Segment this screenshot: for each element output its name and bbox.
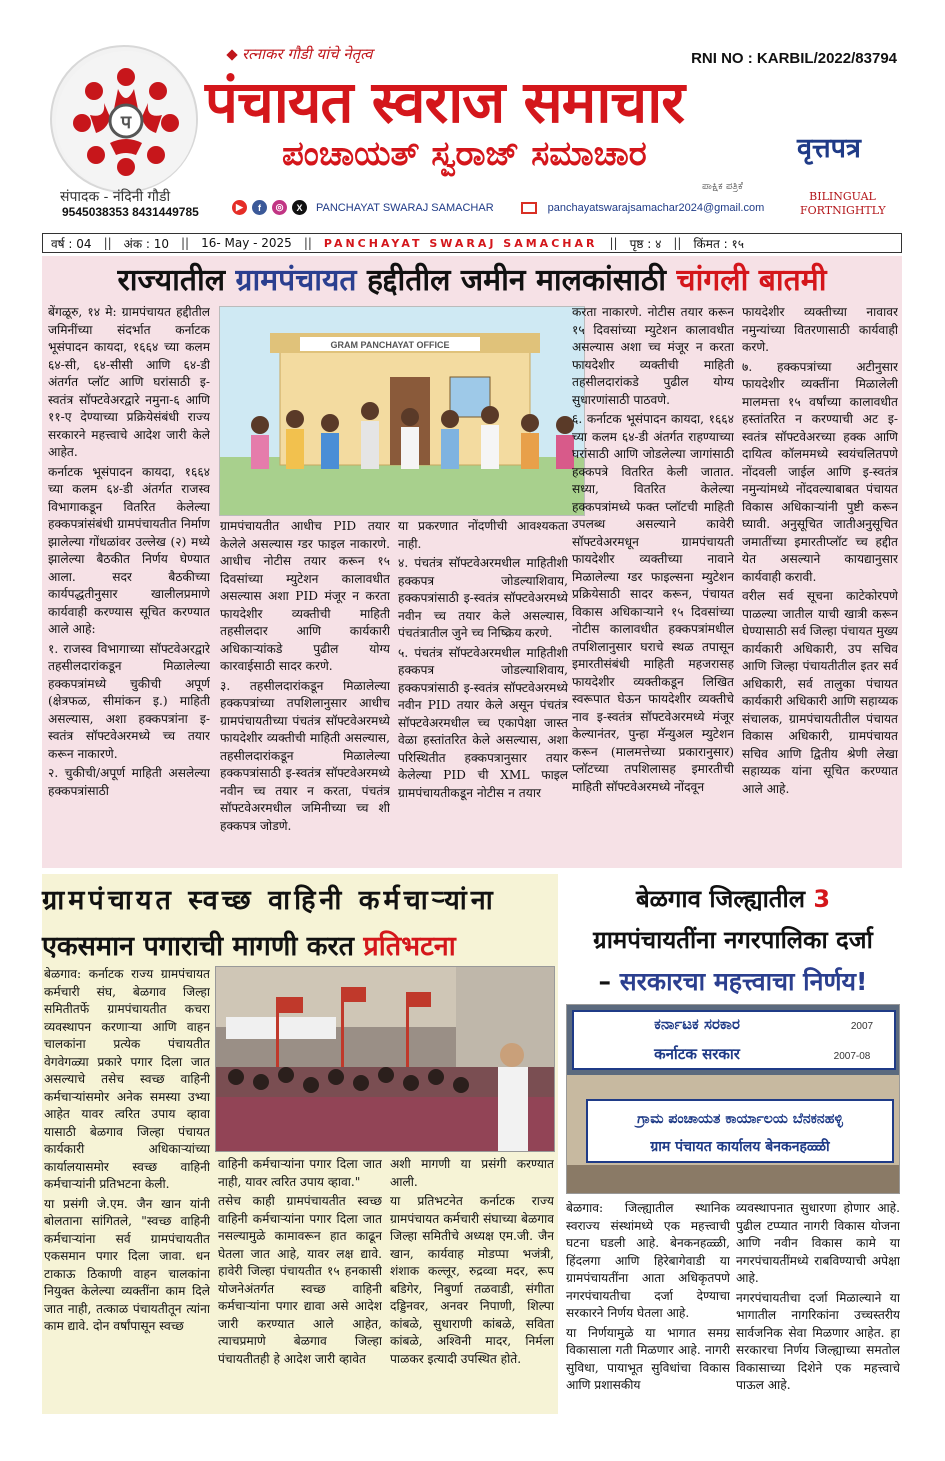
facebook-icon[interactable]: f [252, 200, 267, 215]
newspaper-logo [50, 45, 198, 193]
masthead-title-kannada: ಪಂಚಾಯತ್ ಸ್ವರಾಜ್ ಸಮಾಚಾರ [282, 134, 647, 174]
social-handle[interactable]: PANCHAYAT SWARAJ SAMACHAR [316, 201, 494, 214]
instagram-icon[interactable]: ◎ [272, 200, 287, 215]
article3-column-2: व्यवस्थापनात सुधारणा होणार आहे. पुढील टप्प्यात नागरी विकास योजना आणि नवीन विकास कामे या नगरपंचायतींमध्ये राबविण्याची अपेक्षा आहे. नगरपंचायतीचा दर्जा मिळाल्याने या भागातील नागरिकांना उच्चस्तरीय सार्वजनिक सेवा मिळणार आहेत. हा सरकारचा निर्णय जिल्ह्याच्या समतोल विकासाच्या दिशेने एक महत्त्वाचे पाऊल आहे. [736, 1201, 900, 1392]
diamond-bullet-icon [226, 49, 237, 60]
article1-column-3: या प्रकरणात नोंदणीची आवश्यकता नाही. ४. पंचतंत्र सॉफ्टवेअरमधील माहितीशी हक्कपत्र जोडल्याशिवाय, हक्कपत्रांसाठी इ-स्वतंत्र सॉफ्टवेअरमध्ये नवीन च्च तयार केले असल्यास, पंचतंत्रातील जुने च्च निष्क्रिय करणे. ५. पंचतंत्र सॉफ्टवेअरमधील माहितीशी हक्कपत्र जोडल्याशिवाय, हक्कपत्रांसाठी इ-स्वतंत्र सॉफ्टवेअरमध्ये नवीन PID तयार केले असून पंचतंत्र सॉफ्टवेअरमधील च्च एकापेक्षा जास्त वेळा हस्तांतरित केले असल्यास, अशा परिस्थितीत हक्कपत्रानुसार तयार केलेल्या PID ची XML फाइल ग्रामपंचायतीकडून नोटीस न तयार [398, 519, 568, 800]
article1-column-5: फायदेशीर व्यक्तीच्या नावावर नमुन्यांच्या वितरणासाठी कार्यवाही करणे. ७. हक्कपत्रांच्या अटीनुसार फायदेशीर व्यक्तींना मिळालेली मालमत्ता १५ वर्षांच्या कालावधीत हस्तांतरित न करण्याची अट इ-स्वतंत्र सॉफ्टवेअरच्या हक्क आणि दायित्व कॉलममध्ये स्वयंचलितपणे नोंदवली जाईल आणि इ-स्वतंत्र नमुन्यांमध्ये नोंदवल्याबाबत पंचायत विकास अधिकाऱ्यांनी पुष्टी करून घ्यावी. अनुसूचित जातीअनुसूचित जमातींच्या इमारतीप्लॉट च्च हद्दीत येत असल्याने कायद्यानुसार कार्यवाही करावी. वरील सर्व सूचना काटेकोरपणे पाळल्या जातील याची खात्री करून घेण्यासाठी सर्व जिल्हा पंचायत मुख्य कार्यकारी अधिकारी, उप सचिव आणि जिल्हा पंचायतीतील इतर सर्व अधिकारी, सर्व तालुका पंचायत कार्यकारी अधिकारी आणि सहाय्यक संचालक, ग्रामपंचायतीतील पंचायत विकास अधिकारी, ग्रामपंचायत सचिव आणि द्वितीय श्रेणी लेखा सहाय्यक यांना सूचित करण्यात आले आहे. [742, 305, 898, 796]
masthead-title-marathi: पंचायत स्वराज समाचार [205, 68, 684, 136]
gram-panchayat-office-illustration [219, 306, 585, 516]
article1-headline: राज्यातील ग्रामपंचायत हद्दीतील जमीन मालकांसाठी चांगली बातमी [117, 263, 827, 298]
signboard-top-marathi: कर्नाटक सरकार [654, 1045, 740, 1063]
signboard-top-year: 2007 [850, 1021, 874, 1032]
page-number: पृष्ठ : ४ [629, 236, 662, 251]
protest-photo [215, 966, 555, 1152]
signboard-bottom-marathi: ग्राम पंचायत कार्यालय बेनकनहळ्ळी [650, 1139, 830, 1155]
youtube-icon[interactable]: ▶ [232, 200, 247, 215]
article-sanitation-workers [42, 874, 558, 1414]
signboard-top-year-range: 2007-08 [833, 1051, 871, 1062]
issue-info-bar: वर्ष : 04 || अंक : 10 || 16- May - 2025 || PANCHAYAT SWARAJ SAMACHAR || पृष्ठ : ४ || किंमत : १५ [42, 233, 902, 253]
article1-column-4: करता नाकारणे. नोटीस तयार करून १५ दिवसांच्या म्युटेशन कालावधीत असल्यास अशा च्च मंजूर न करता फायदेशीर व्यक्तीची माहिती तहसीलदारांकडे पुढील योग्य सुधारणांसाठी पाठवणे. ६. कर्नाटक भूसंपादन कायदा, १६६४ च्या कलम ६४-डी अंतर्गत राहण्याच्या घरांसाठी आणि जोडलेल्या जागांसाठी हक्कपत्रे वितरित केली जातात. सध्या, वितरित केलेल्या हक्कपत्रांमध्ये फक्त प्लॉटची माहिती उपलब्ध असल्याने कावेरी सॉफ्टवेअरमधून ग्रामपंचायती फायदेशीर व्यक्तीच्या नावाने मिळालेल्या ग्डर फाइल्सना म्युटेशन प्रक्रियेसाठी सादर करून, पंचायत विकास अधिकाऱ्याने १५ दिवसांच्या नोटीस कालावधीत हक्कपत्रांमधील तपशिलानुसार घराचे स्थळ तपासून इमारतीसंबंधी माहिती महजरासह फायदेशीर व्यक्तीकडून लिखित स्वरूपात घेऊन फायदेशीर व्यक्तीचे नाव इ-स्वतंत्र सॉफ्टवेअरमध्ये मंजूर केल्यानंतर, पुन्हा मॅन्युअल म्युटेशन करून (मालमत्तेच्या प्रकारानुसार) प्लॉटच्या तपशिलासह इमारतीची माहिती सॉफ्टवेअरमध्ये नोंदवून [572, 305, 734, 794]
vruttapatra-label: वृत्तपत्र [797, 133, 861, 164]
rni-number: RNI NO : KARBIL/2022/83794 [691, 50, 897, 67]
infobar-brand: PANCHAYAT SWARAJ SAMACHAR [323, 236, 598, 250]
article2-column-2: वाहिनी कर्मचाऱ्यांना पगार दिला जात नाही, यावर त्वरित उपाय व्हावा." तसेच काही ग्रामपंचायतीत स्वच्छ वाहिनी कर्मचाऱ्यांना पगार दिला जात नसल्यामुळे कामावरून हात काढून घेतला जात आहे, यावर लक्ष द्यावे. हावेरी जिल्हा पंचायतीत १५ हनकासी योजनेअंतर्गत स्वच्छ वाहिनी कर्मचाऱ्यांना पगार द्यावा असे आदेश जारी करण्यात आले आहेत, त्याचप्रमाणे बेळगाव जिल्हा पंचायतीतही हे आदेश जारी व्हावेत [218, 1157, 382, 1366]
article3-headline-line2: ग्रामपंचायतींना नगरपालिका दर्जा [593, 926, 873, 954]
article2-headline-line2: एकसमान पगाराची मागणी करत प्रतिभटना [42, 931, 456, 962]
gram-panchayat-signboard-photo [566, 1004, 900, 1194]
issue-year: वर्ष : 04 [51, 236, 92, 251]
article3-headline-line3: – सरकारचा महत्त्वाचा निर्णय! [598, 967, 868, 996]
leader-line: रत्नाकर गौडी यांचे नेतृत्व [228, 44, 372, 64]
phone-numbers: 9545038353 8431449785 [62, 205, 199, 219]
signboard-bottom-kannada: ಗ್ರಾಮ ಪಂಚಾಯತ ಕಾರ್ಯಾಲಯ ಬೆನಕನಹಳ್ಳಿ [637, 1111, 843, 1127]
article1-column-1: बेंगळूरु, १४ मे: ग्रामपंचायत हद्दीतील जमिनींच्या संदर्भात कर्नाटक भूसंपादन कायदा, १६६४ च्या कलम ६४-सी, ६४-सीसी आणि ६४-डी अंतर्गत प्लॉट आणि घरांसाठी इ-स्वतंत्र सॉफ्टवेअरद्वारे नमुना-६ आणि ११-ए देण्याच्या प्रक्रियेसंबंधी राज्य सरकारने महत्त्वाचे आदेश जारी केले आहेत. कर्नाटक भूसंपादन कायदा, १६६४ च्या कलम ६४-डी अंतर्गत राजस्व विभागाकडून वितरित केलेल्या हक्कपत्रांसंबंधी ग्रामपंचायतीत निर्माण झालेल्या गोंधळांवर उल्लेख (२) मध्ये झालेल्या बैठकीत निर्णय घेण्यात आला. सदर बैठकीच्या कार्यपद्धतीनुसार खालीलप्रमाणे कार्यवाही करण्यास सूचित करण्यात आले आहे: १. राजस्व विभागाच्या सॉफ्टवेअरद्वारे तहसीलदारांकडून मिळालेल्या हक्कपत्रांमध्ये चुकीची अपूर्ण (क्षेत्रफळ, सीमांकन इ.) माहिती असल्यास, अशा हक्कपत्रांना इ-स्वतंत्र सॉफ्टवेअरमध्ये च्च तयार करून नाकारणे. २. चुकीची/अपूर्ण माहिती असलेल्या हक्कपत्रांसाठी [48, 305, 210, 798]
svg-text:प: प [120, 112, 132, 133]
fortnightly-kannada-label: ಪಾಕ್ಷಿಕ ಪತ್ರಿಕೆ [702, 181, 743, 192]
email-address[interactable]: panchayatswarajsamachar2024@gmail.com [547, 201, 765, 214]
article3-column-1: बेळगाव: जिल्ह्यातील स्थानिक स्वराज्य संस्थांमध्ये एक महत्त्वाची घटना घडली आहे. बेनकनहळ्ळी, हिंदलगा आणि हिरेबागेवाडी या ग्रामपंचायतींना आता अधिकृतपणे नगरपंचायतीचा दर्जा देण्याचा सरकारने निर्णय घेतला आहे. या निर्णयामुळे या भागात समग्र विकासाला गती मिळणार आहे. नागरी सुविधा, पायाभूत सुविधांचा विकास आणि प्रशासकीय [566, 1201, 730, 1392]
x-icon[interactable]: X [292, 200, 307, 215]
gmail-icon[interactable] [521, 202, 537, 214]
article2-column-1: बेळगाव: कर्नाटक राज्य ग्रामपंचायत कर्मचारी संघ, बेळगाव जिल्हा समितीतर्फे ग्रामपंचायतीत कचरा व्यवस्थापन करणाऱ्या आणि वाहन चालकांना प्रत्येक पंचायतीत वेगवेगळ्या प्रकारे पगार दिला जात असल्याचे तसेच स्वच्छ वाहिनी कर्मचाऱ्यांसमोर अनेक समस्या उभ्या आहेत यावर त्वरित उपाय व्हावा यासाठी बेळगाव जिल्हा पंचायत कार्यकारी अधिकाऱ्यांच्या कार्यालयासमोर स्वच्छ वाहिनी कर्मचाऱ्यांनी प्रतिभटना केली. या प्रसंगी जे.एम. जैन खान यांनी बोलताना सांगितले, "स्वच्छ वाहिनी कर्मचाऱ्यांना सर्व ग्रामपंचायतीत एकसमान पगार दिला जावा. धन टाकाऊ ठिकाणी वाहन चालकांना नियुक्त केलेल्या व्यक्तींना काम दिले जात नाही, तत्काळ पंचायतीतून त्यांना काम द्यावे. दोन वर्षांपासून स्वच्छ [44, 967, 210, 1333]
article3-headline-line1: बेळगाव जिल्ह्यातील 3 [635, 885, 831, 913]
editor-name: संपादक - नंदिनी गौडी [60, 189, 171, 205]
price: किंमत : १५ [693, 236, 744, 251]
article2-column-3: अशी मागणी या प्रसंगी करण्यात आली. या प्रतिभटनेत कर्नाटक राज्य ग्रामपंचायत कर्मचारी संघाच्या बेळगाव जिल्हा समितीचे अध्यक्ष एम.जी. जैन खान, कार्यवाह मोडप्पा भजंत्री, शंशाक कल्लूर, रुद्रव्वा मदर, रूप बडिगेर, निबुर्णा तळवाडी, संगीता दड्डिनवर, अनवर निपाणी, शिल्पा कांबळे, सुधाराणी कांबळे, सविता कांबळे, अश्विनी मादर, निर्मला पाळकर इत्यादी उपस्थित होते. [390, 1157, 554, 1366]
bilingual-fortnightly-label: BILINGUAL FORTNIGHTLY [800, 190, 886, 217]
office-sign-text: GRAM PANCHAYAT OFFICE [330, 340, 450, 350]
article-belgaum-nagarpalika [564, 874, 902, 1414]
signboard-top-kannada: ಕರ್ನಾಟಕ ಸರಕಾರ [654, 1015, 740, 1033]
article-land-owners [42, 256, 902, 868]
article1-column-2: ग्रामपंचायतीत आधीच PID तयार केलेले असल्यास ग्डर फाइल नाकारणे. आधीच नोटीस तयार करून १५ दिवसांच्या म्युटेशन कालावधीत असल्यास अशा PID मंजूर न करता फायदेशीर व्यक्तीची माहिती तहसीलदार आणि कार्यकारी अधिकाऱ्यांकडे पुढील योग्य कारवाईसाठी सादर करणे. ३. तहसीलदारांकडून मिळालेल्या हक्कपत्रांच्या तपशिलानुसार आधीच ग्रामपंचायतीच्या पंचतंत्र सॉफ्टवेअरमध्ये फायदेशीर व्यक्तीची माहिती असल्यास, तहसीलदारांकडून मिळालेल्या हक्कपत्रांसाठी इ-स्वतंत्र सॉफ्टवेअरमध्ये नवीन च्च तयार न करता, पंचतंत्र सॉफ्टवेअरमधील जमिनीच्या च्च शी हक्कपत्र जोडणे. [220, 519, 390, 833]
masthead [0, 0, 945, 251]
issue-date: 16- May - 2025 [201, 236, 292, 250]
social-bar [232, 200, 764, 215]
article2-headline-line1: ग्रामपंचायत स्वच्छ वाहिनी कर्मचाऱ्यांना [42, 885, 497, 916]
issue-number: अंक : 10 [123, 236, 169, 251]
people-circle-logo-icon [52, 47, 200, 195]
